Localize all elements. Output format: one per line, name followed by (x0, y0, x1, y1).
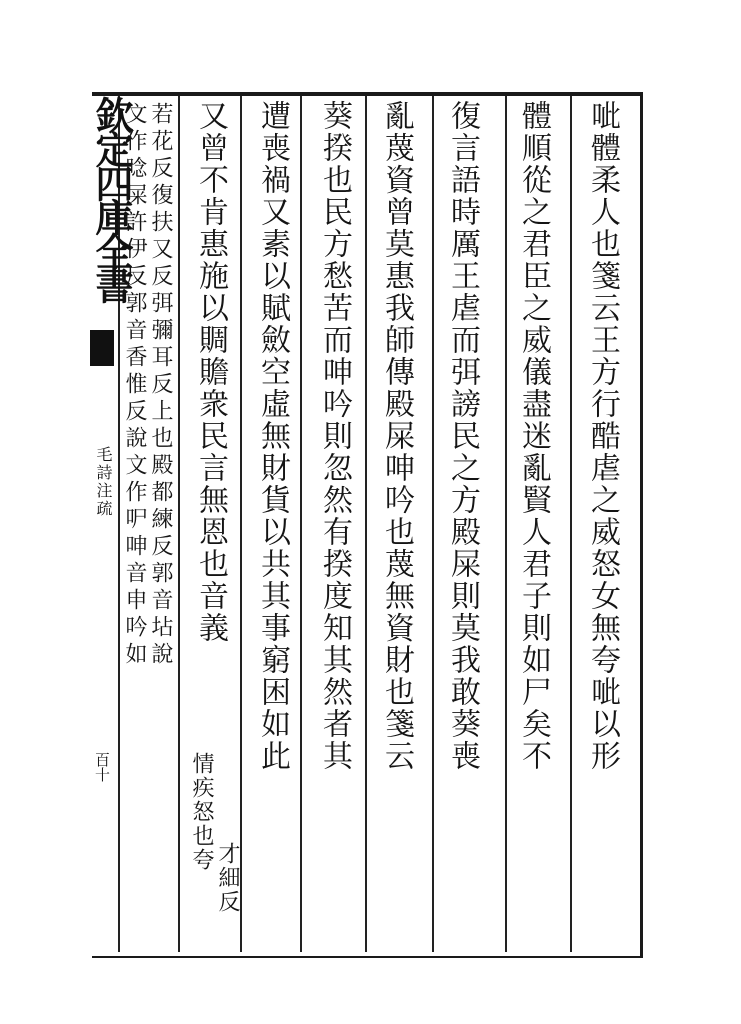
text-column-6: 遭喪禍又素以賦斂空虛無財貨以共其事窮困如此 (255, 100, 290, 772)
text-column-1: 呲體柔人也箋云王方行酷虐之威怒女無夸呲以形 (585, 100, 620, 772)
annotation-note: 才細反 (215, 842, 240, 914)
folio-number: 百十 (93, 752, 111, 782)
column-rule (240, 96, 242, 952)
text-column-5: 葵揆也民方愁苦而呻吟則忽然有揆度知其然者其 (317, 100, 352, 772)
book-title: 欽定四庫全書 (89, 96, 134, 300)
annotation-note: 情疾怒也夸 (189, 752, 214, 872)
column-rule (432, 96, 434, 952)
small-text-column-1: 若花反復扶又反弭彌耳反上也殿都練反郭音坫說 (148, 102, 173, 669)
text-column-7: 又曾不肯惠施以賙贍衆民言無恩也音義 (193, 100, 228, 644)
page-frame (92, 92, 643, 958)
column-rule (178, 96, 180, 952)
text-column-3: 復言語時厲王虐而弭謗民之方殿屎則莫我敢葵喪 (445, 100, 480, 772)
column-rule (570, 96, 572, 952)
column-rule (505, 96, 507, 952)
small-text-column-2: 文作唸屎許伊反郭音香惟反說文作㕧呻音申吟如 (122, 102, 147, 669)
column-rule (365, 96, 367, 952)
text-column-2: 體順從之君臣之威儀盡迷亂賢人君子則如尸矣不 (516, 100, 551, 772)
column-rule (300, 96, 302, 952)
margin-fishtail-mark (90, 330, 114, 366)
text-column-4: 亂蔑資曾莫惠我師傳殿屎呻吟也蔑無資財也箋云 (379, 100, 414, 772)
section-title: 毛詩注疏 (94, 446, 113, 518)
